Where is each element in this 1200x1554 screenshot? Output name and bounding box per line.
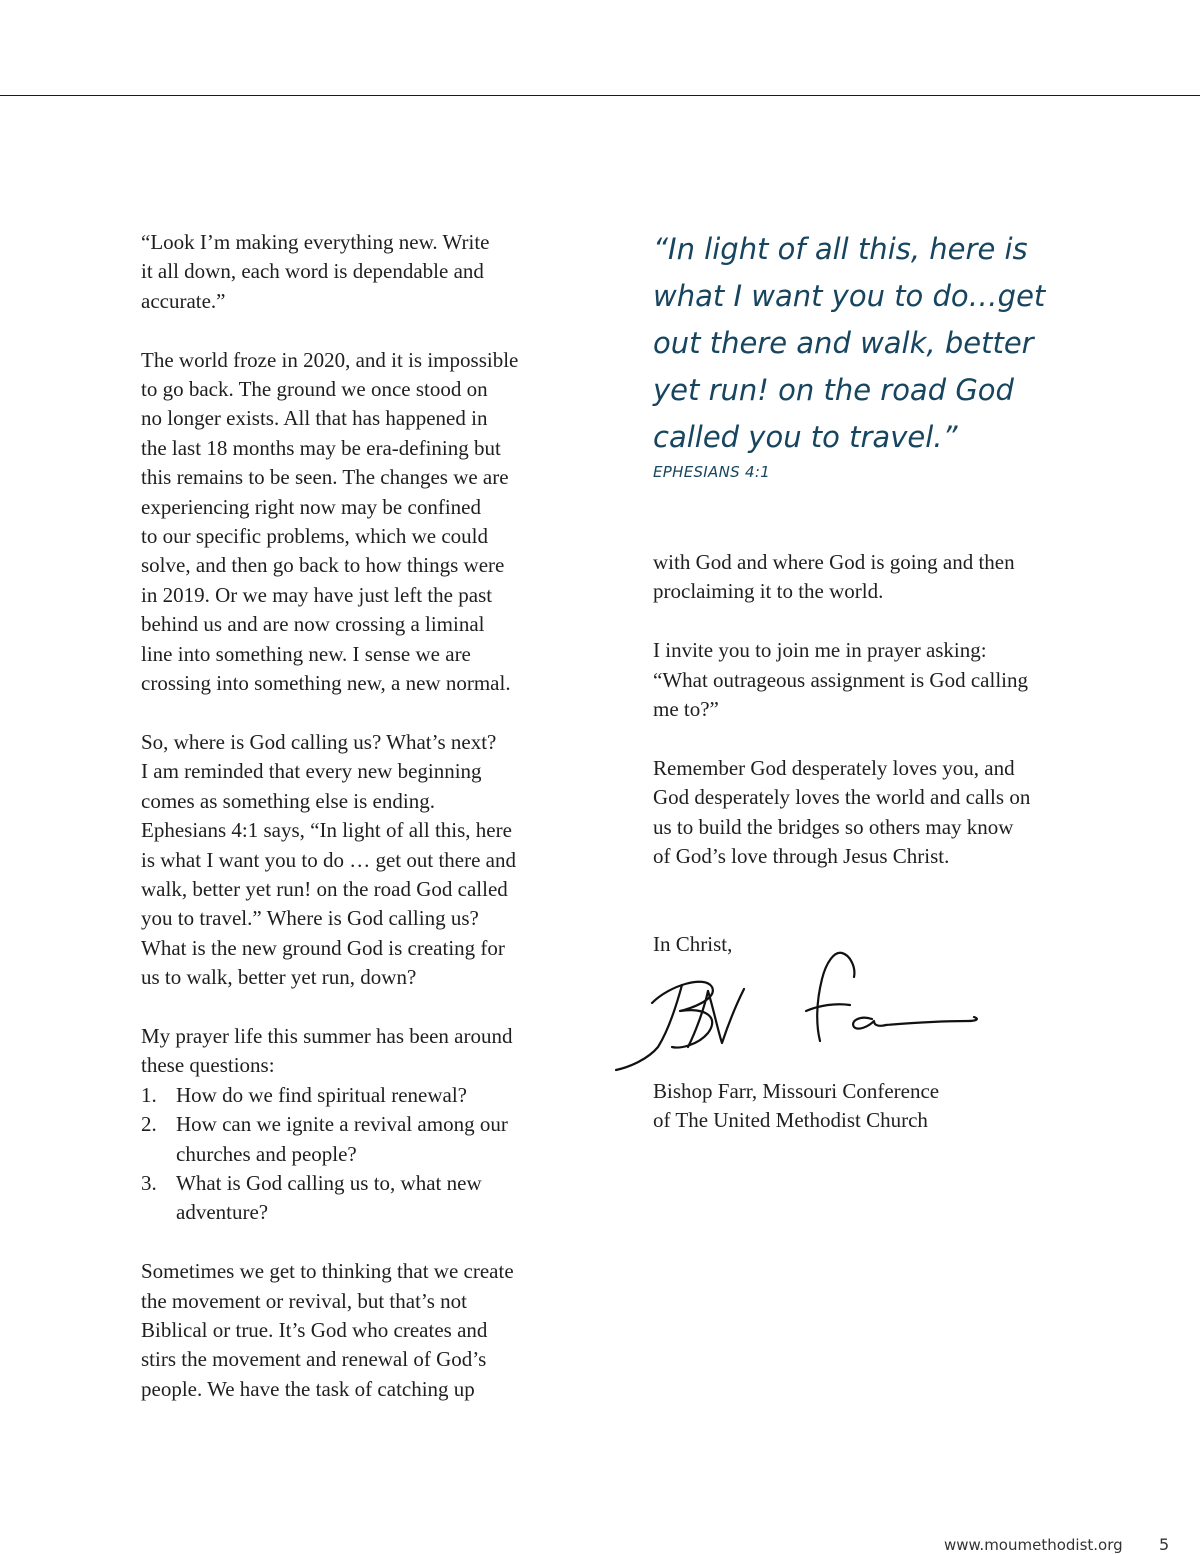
- paragraph-world-froze: The world froze in 2020, and it is impossible to go back. The ground we once stood on no longer exists. All that has happened in the last 18 months may be era-defining but this remains to be seen. The changes we are experiencing right now may be confined to our specific problems, which we could solve, and then go back to how things were in 2019. Or we may have just left the past behind us and are now crossing a liminal line into something new. I sense we are crossing into something new, a new normal.: [141, 347, 519, 696]
- paragraph-catching-up: with God and where God is going and then proclaiming it to the world.: [653, 550, 1015, 604]
- paragraph-movement-revival: Sometimes we get to thinking that we create the movement or revival, but that’s not Biblical or true. It’s God who creates and stirs the movement and renewal of God’s people. We have the task of catching up: [141, 1259, 514, 1401]
- paragraph-invitation: I invite you to join me in prayer asking: “What outrageous assignment is God calling me to?”: [653, 638, 1028, 722]
- handwritten-signature-icon: [610, 945, 985, 1080]
- list-item: 2. How can we ignite a revival among our churches and people?: [141, 1112, 508, 1166]
- right-column: [653, 548, 1073, 871]
- signoff-block: [653, 1077, 1073, 1136]
- paragraph-opening-scripture: “Look I’m making everything new. Write it all down, each word is dependable and accurate.”: [141, 230, 490, 313]
- paragraph-prayer-life: My prayer life this summer has been around these questions:: [141, 1023, 513, 1078]
- left-column: [141, 228, 561, 1404]
- header-rule: [0, 95, 1200, 96]
- page-number: 5: [1159, 1535, 1170, 1554]
- footer-website-link[interactable]: www.moumethodist.org: [944, 1536, 1123, 1554]
- paragraph-remember: Remember God desperately loves you, and God desperately loves the world and calls on us to build the bridges so others may know of God’s love through Jesus Christ.: [653, 755, 1031, 869]
- pull-quote: “In light of all this, here is what I want you to do…get out there and walk, better yet run! on the road God called you to travel.”: [653, 232, 1046, 454]
- signoff-org: of The United Methodist Church: [653, 1108, 928, 1133]
- list-item: 3. What is God calling us to, what new adventure?: [141, 1170, 482, 1225]
- quote-reference: EPHESIANS 4:1: [653, 463, 771, 481]
- paragraph-where-is-god-calling: So, where is God calling us? What’s next? I am reminded that every new beginning comes as something else is ending. Ephesians 4:1 says, “In light of all this, here is what I want you to do … get out there and walk, better yet run! on the road God called you to travel.” Where is God calling us? What is the new ground God is creating for us to walk, better yet run, down?: [141, 729, 517, 990]
- pull-quote-block: [653, 226, 1093, 481]
- closing-salutation: In Christ,: [653, 932, 733, 956]
- list-item: 1. How do we find spiritual renewal?: [141, 1082, 467, 1107]
- prayer-questions-list: [141, 1081, 561, 1228]
- signoff-name: Bishop Farr, Missouri Conference: [653, 1079, 940, 1103]
